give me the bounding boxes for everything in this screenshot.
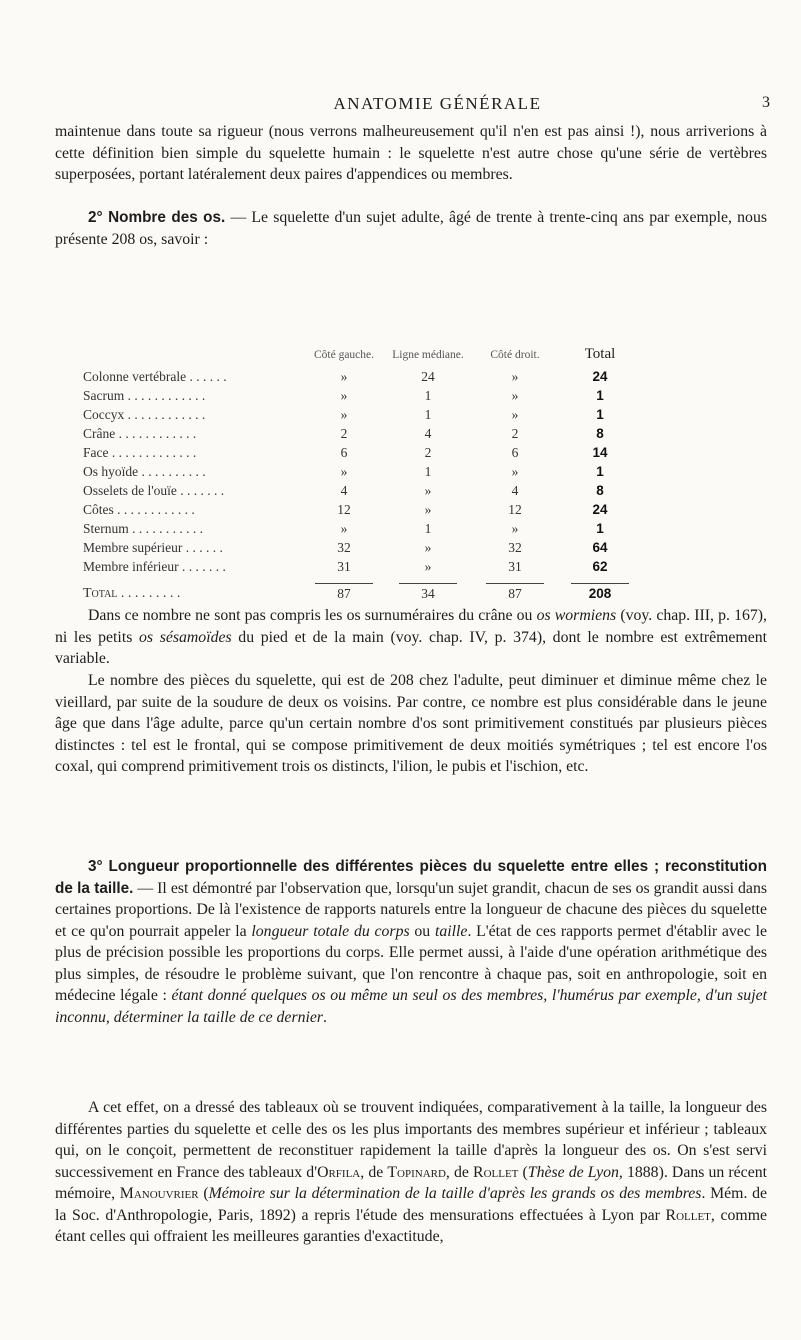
cell-left: 4 [340,483,348,498]
cell-total: 14 [592,445,608,460]
row-label: Sternum . . . . . . . . . . . [83,521,203,536]
cell-left: 31 [337,559,351,574]
header-total: Total [584,346,616,362]
text-run: ( [518,1163,528,1181]
cell-left: 6 [340,445,348,460]
row-label: Sacrum . . . . . . . . . . . . [83,388,206,403]
running-header: ANATOMIE GÉNÉRALE [333,94,542,113]
text-run: ou [409,922,435,940]
row-label: Colonne vertébrale . . . . . . [83,369,227,384]
table-row [83,521,763,540]
emphasis: longueur totale du corps [251,922,410,940]
table-row [83,464,763,483]
cell-middle: » [424,559,432,574]
header-midline: Ligne médiane. [392,349,464,361]
cell-middle: » [424,502,432,517]
emphasis: étant donné quelques os ou même un seul os des membres, l'humérus par exemple, d'un sujet inconnu, déterminer la taille de ce dernier [55,987,767,1026]
bone-count-table [83,346,763,605]
emphasis: taille [434,922,468,940]
cell-total: 1 [596,388,604,403]
text-run: . [323,1008,327,1026]
cell-right: » [511,369,519,384]
cell-middle: » [424,483,432,498]
table-row [83,559,763,578]
table-row [83,407,763,426]
emphasis: Thèse de Lyon [527,1163,619,1181]
cell-right: 6 [511,445,519,460]
paragraph-bone-number [55,670,767,778]
cell-right: 32 [508,540,522,555]
cell-total: 24 [592,369,608,384]
section-3-heading: 3° Longueur proportionnelle des différentes pièces du squelette entre elles ; reconstitution de la taille. [55,858,767,897]
paragraph-tables [55,1097,767,1248]
total-right: 87 [508,586,522,601]
cell-total: 1 [596,464,604,479]
table-total-row [83,586,763,605]
text-run: . Mém. de la Soc. d'Anthropologie, Paris, 1892) a repris l'étude des mensurations effectuées à Lyon par [55,1185,767,1224]
rule [571,583,629,584]
cell-middle: 2 [424,445,432,460]
table-row [83,426,763,445]
cell-left: 32 [337,540,351,555]
author-name: Rollet [665,1206,711,1224]
cell-left: » [340,464,348,479]
cell-middle: 24 [421,369,435,384]
cell-middle: » [424,540,432,555]
section-2-text: — Le squelette d'un sujet adulte, âgé de trente à trente-cinq ans par exemple, nous présente 208 os, savoir : [55,209,767,248]
total-label: Total . . . . . . . . . [83,586,181,601]
total-middle: 34 [421,586,435,601]
table-row [83,388,763,407]
cell-right: 4 [511,483,519,498]
row-label: Membre supérieur . . . . . . [83,540,223,555]
page-number: 3 [762,94,770,111]
rule [399,583,457,584]
text-run: (voy. chap. III, p. 167), ni les petits [55,607,767,646]
total-total: 208 [588,586,612,601]
cell-total: 8 [596,483,604,498]
table-row [83,502,763,521]
header-right-side: Côté droit. [490,349,540,361]
cell-left: » [340,369,348,384]
rule [486,583,544,584]
intro-text: maintenue dans toute sa rigueur (nous verrons malheureusement qu'il n'en est pas ainsi !), nous arriverions à cette définition bien simple du squelette humain : le squelette n'est autre chose qu'une série de vertèbres superposées, portant latéralement deux paires d'appendices ou membres. [55,123,767,183]
row-label: Os hyoïde . . . . . . . . . . [83,464,206,479]
cell-total: 8 [596,426,604,441]
text-run: Le nombre des pièces du squelette, qui est de 208 chez l'adulte, peut diminuer et diminue même chez le vieillard, par suite de la soudure de deux os voisins. Par contre, ce nombre est plus considérable dans le jeune âge que dans l'âge adulte, parce qu'un certain nombre d'os sont primitivement constitués par plusieurs pièces distinctes : tel est le frontal, qui se compose primitivement de deux moitiés symétriques ; tel est encore l'os coxal, qui comprend primitivement trois os distincts, l'ilion, le pubis et l'ischion, etc. [55,672,767,775]
row-label: Face . . . . . . . . . . . . . [83,445,197,460]
row-label: Membre inférieur . . . . . . . [83,559,226,574]
cell-left: » [340,407,348,422]
cell-right: 12 [508,502,522,517]
text-run: du pied et de la main (voy. chap. IV, p. 374), dont le nombre est extrêmement variable. [55,628,767,667]
emphasis: os sésamoïdes [139,628,232,646]
text-run: A cet effet, on a dressé des tableaux où se trouvent indiquées, comparativement à la taille, la longueur des différentes parties du squelette et celle des os les plus importants des membres supérieur et inférieur ; tableaux qui, on le conçoit, permettent de reconstituer rapidement la taille d'après la longueur des os. On s'est servi successivement en France des tableaux d' [55,1099,767,1181]
section-2-heading: 2° Nombre des os. [88,209,226,226]
intro-paragraph [55,121,767,186]
cell-right: 2 [511,426,519,441]
header-left-side: Côté gauche. [313,349,375,361]
text-run: ( [198,1185,209,1202]
cell-total: 1 [596,521,604,536]
cell-right: » [511,388,519,403]
cell-right: » [511,407,519,422]
author-name: Orfila [317,1163,361,1181]
cell-left: 2 [340,426,348,441]
text-run: , de [360,1163,388,1181]
section-3-paragraph [55,856,767,1028]
rule [315,583,373,584]
cell-total: 64 [592,540,608,555]
section-2-paragraph [55,207,767,250]
text-run: . L'état de ces rapports permet d'établir avec le plus de précision possible les proportions du corps. Elle permet aussi, à l'aide d'une opération arithmétique des plus simples, de résoudre le problème suivant, que l'on rencontre à chaque pas, soit en anthropologie, soit en médecine légale : [55,922,767,1004]
text-run: Dans ce nombre ne sont pas compris les os surnuméraires du crâne ou [88,607,537,624]
author-name: Topinard [387,1163,446,1181]
cell-right: 31 [508,559,522,574]
cell-left: 12 [337,502,351,517]
cell-left: » [340,521,348,536]
text-run: , comme étant celles qui offraient les meilleures garanties d'exactitude, [55,1206,767,1245]
text-run: , de [445,1163,474,1181]
cell-total: 1 [596,407,604,422]
row-label: Crâne . . . . . . . . . . . . [83,426,197,441]
table-row [83,540,763,559]
author-name: Rollet [473,1163,519,1181]
cell-total: 62 [592,559,608,574]
cell-middle: 4 [424,426,432,441]
total-left: 87 [337,586,351,601]
emphasis: os wormiens [536,607,617,624]
cell-middle: 1 [424,407,432,422]
table-row [83,369,763,388]
cell-right: » [511,521,519,536]
text-run: — Il est démontré par l'observation que, lorsqu'un sujet grandit, chacun de ses os grandit aussi dans certaines proportions. De là l'existence de rapports naturels entre la longueur de chacune des pièces du squelette et ce qu'on pourrait appeler la [55,879,767,940]
table-row [83,445,763,464]
cell-middle: 1 [424,464,432,479]
text-run: , 1888). Dans un récent mémoire, [55,1163,767,1202]
row-label: Osselets de l'ouïe . . . . . . . [83,483,225,498]
cell-total: 24 [592,502,608,517]
row-label: Côtes . . . . . . . . . . . . [83,502,195,517]
cell-middle: 1 [424,521,432,536]
row-label: Coccyx . . . . . . . . . . . . [83,407,206,422]
cell-middle: 1 [424,388,432,403]
cell-right: » [511,464,519,479]
emphasis: Mémoire sur la détermination de la taille d'après les grands os des membres [208,1185,702,1202]
paragraph-wormian [55,605,767,670]
author-name: Manouvrier [119,1185,199,1202]
cell-left: » [340,388,348,403]
table-header-row [83,346,763,369]
table-row [83,483,763,502]
